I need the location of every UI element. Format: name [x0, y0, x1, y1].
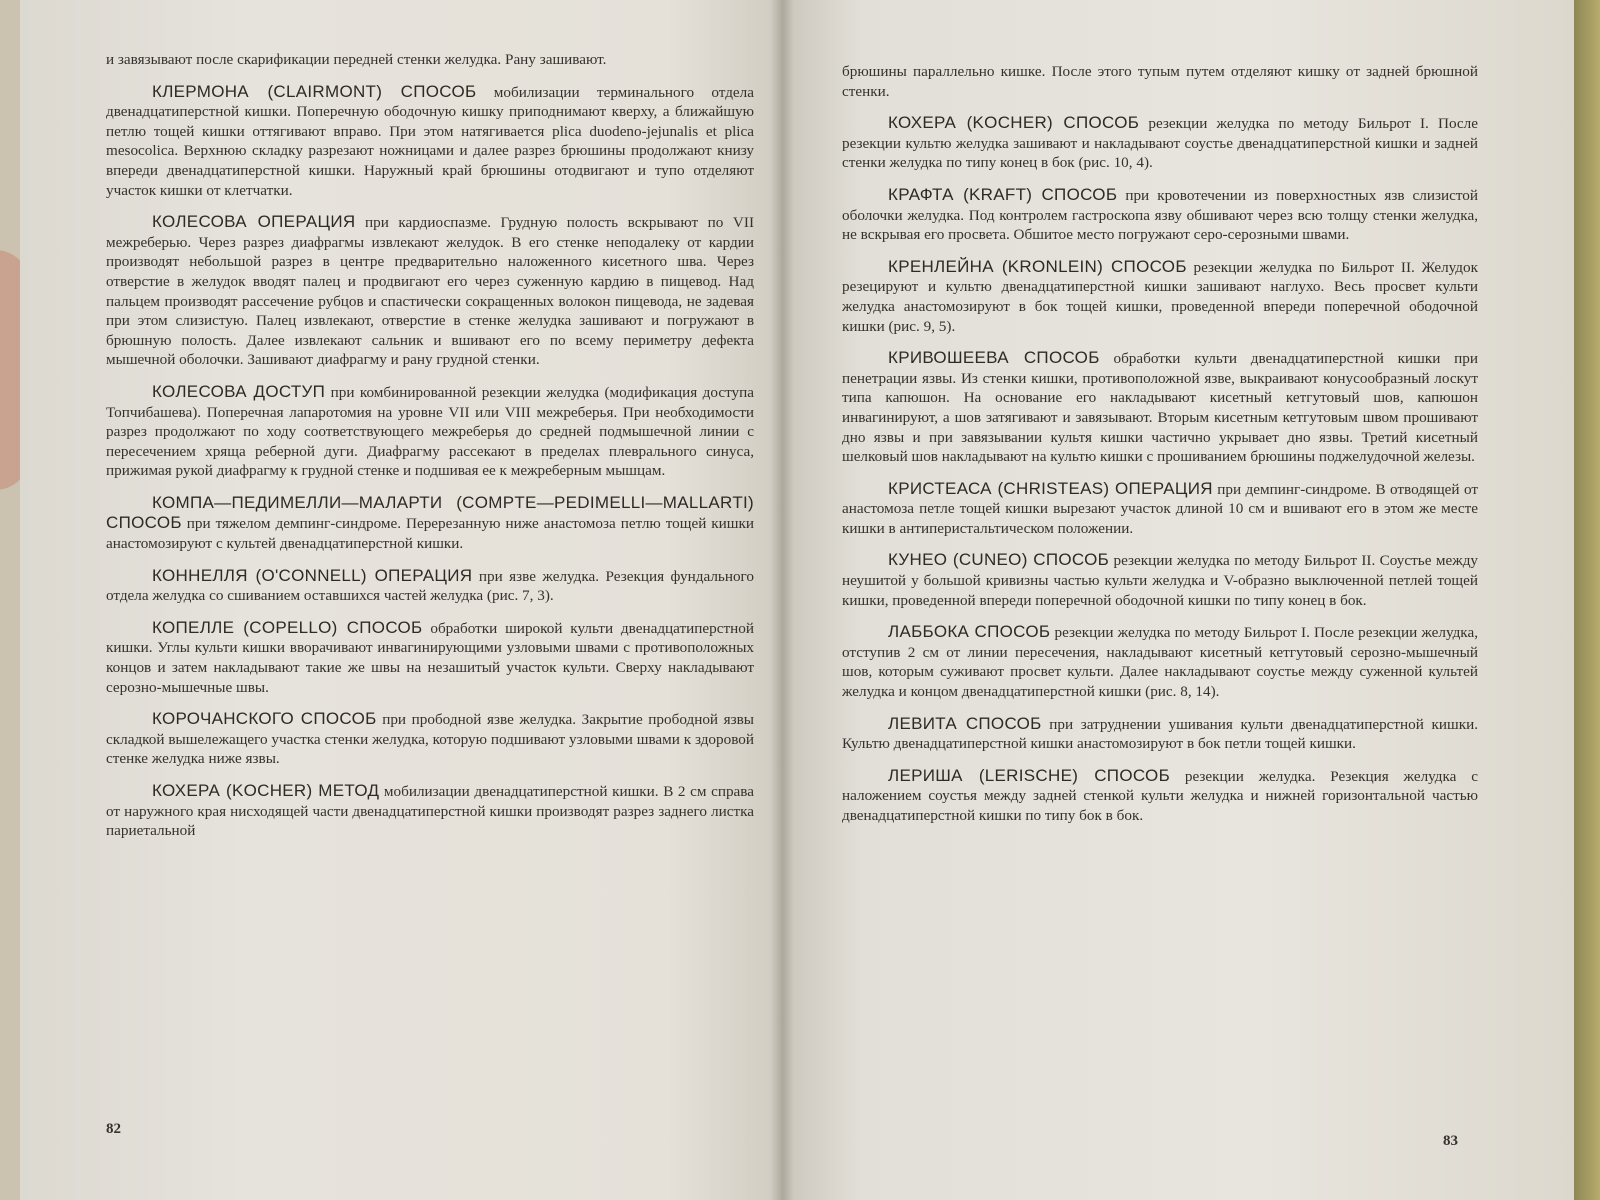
right-entries: [842, 113, 1478, 825]
entry-paragraph: [106, 493, 754, 554]
entry-term: КОПЕЛЛЕ (COPELLO) СПОСОБ: [152, 617, 423, 637]
dictionary-entry: [106, 82, 754, 201]
entry-paragraph: [106, 781, 754, 841]
entry-text: резекции желудка по Бильрот II. Желудок резецируют и культю двенадцатиперстной кишки зашивают наглухо. Весь просвет культи желудка анастомозируют в бок тощей кишки, проведенной впереди поперечной ободочной кишки (рис. 9, 5).: [842, 258, 1478, 335]
page-edge: [1574, 0, 1600, 1200]
dictionary-entry: [106, 709, 754, 769]
entry-text: при затруднении ушивания культи двенадцатиперстной кишки. Культю двенадцатиперстной кишки анастомозируют в бок петли тощей кишки.: [842, 715, 1478, 753]
entry-term: КРИСТЕАСА (CHRISTEAS) ОПЕРАЦИЯ: [888, 478, 1213, 498]
entry-text: при прободной язве желудка. Закрытие прободной язвы складкой вышележащего участка стенки желудка, которую подшивают узловыми швами к здоровой стенке желудка ниже язвы.: [106, 711, 755, 768]
dictionary-entry: [842, 766, 1478, 826]
opening-text: и завязывают после скарификации передней стенки желудка. Рану зашивают.: [106, 51, 607, 68]
dictionary-entry: [106, 212, 754, 370]
entry-text: резекции желудка по методу Бильрот I. После резекции желудка, отступив 2 см от линии пересечения, накладывают кисетный кетгутовый серозно-мышечный шов, которым суживают просвет культи. Далее накладывают соустье между суженной культей желудка и концом двенадцатиперстной кишки (рис. 8, 14).: [842, 624, 1478, 701]
book-gutter: [770, 0, 794, 1200]
entry-term: КОЛЕСОВА ОПЕРАЦИЯ: [152, 212, 356, 232]
entry-term: КОХЕРА (KOCHER) СПОСОБ: [888, 113, 1140, 133]
entry-term: КЛЕРМОНА (CLAIRMONT) СПОСОБ: [152, 81, 477, 101]
entry-text: мобилизации терминального отдела двенадцатиперстной кишки. Поперечную ободочную кишку приподнимают кверху, а ближайшую петлю тощей кишки оттягивают вправо. При этом натягивается plica duodeno-jejunalis et plica mesocolica. Верхнюю складку разрезают ножницами и далее разрез брюшины продолжают книзу впереди двенадцатиперстной кишки. Наружный край брюшины отодвигают и тупо отделяют участок кишки от клетчатки.: [106, 83, 754, 199]
entry-paragraph: [842, 479, 1478, 539]
entry-term: КУНЕО (CUNEO) СПОСОБ: [888, 550, 1110, 570]
dictionary-entry: [842, 185, 1478, 245]
entry-paragraph: [842, 622, 1478, 701]
entry-text: при кардиоспазме. Грудную полость вскрывают по VII межреберью. Через разрез диафрагмы извлекают желудок. В его стенке неподалеку от кардии производят небольшой разрез в центре предварительно наложенного кисетного шва. Через отверстие в желудок вводят палец и продвигают его через суженную кардию в пищевод. Над пальцем производят рассечение рубцов и спастически сокращенных волокон пищевода, не задевая при этом слизистую. Палец извлекают, отверстие в стенке желудка зашивают и погружают в брюшную полость. Далее извлекают сальник и вшивают его по всему периметру дефекта мышечной оболочки. Зашивают диафрагму и рану грудной стенки.: [106, 214, 755, 369]
entry-text: при комбинированной резекции желудка (модификация доступа Топчибашева). Поперечная лапаротомия на уровне VII или VIII межреберья. При необходимости разрез продолжают по ходу соответствующего межреберья до средней подмышечной линии с пересечением хряща реберной дуги. Диафрагму рассекают в пределах плеврального синуса, прижимая рукой диафрагму к грудной стенке и подшивая ее к межреберным мышцам.: [106, 383, 754, 480]
entry-paragraph: [842, 257, 1478, 336]
entry-term: КОРОЧАНСКОГО СПОСОБ: [152, 709, 377, 729]
left-opening: [106, 50, 754, 70]
left-page: [20, 0, 782, 1200]
dictionary-entry: [106, 382, 754, 481]
entry-paragraph: [106, 82, 754, 201]
entry-text: мобилизации двенадцатиперстной кишки. В 2 см справа от наружного края нисходящей части двенадцатиперстной кишки производят разрез заднего листка париетальной: [106, 783, 754, 840]
entry-term: КОХЕРА (KOCHER) МЕТОД: [152, 781, 380, 800]
dictionary-entry: [842, 257, 1478, 336]
dictionary-entry: [842, 348, 1478, 467]
entry-term: КОННЕЛЛЯ (O'CONNELL) ОПЕРАЦИЯ: [152, 565, 473, 585]
dictionary-entry: [106, 566, 754, 606]
page-number: 83: [1443, 1133, 1458, 1149]
entry-term: ЛЕРИША (LERISCHE) СПОСОБ: [888, 765, 1171, 785]
opening-text: брюшины параллельно кишке. После этого тупым путем отделяют кишку от задней брюшной стенки.: [842, 63, 1478, 100]
dictionary-entry: [842, 550, 1478, 610]
right-opening: [842, 62, 1478, 101]
entry-paragraph: [842, 348, 1478, 467]
dictionary-entry: [106, 781, 754, 841]
dictionary-entry: [842, 714, 1478, 754]
entry-term: ЛЕВИТА СПОСОБ: [888, 713, 1042, 733]
entry-paragraph: [106, 566, 754, 606]
entry-term: КОЛЕСОВА ДОСТУП: [152, 381, 326, 401]
entry-paragraph: [106, 382, 754, 481]
entry-paragraph: [842, 113, 1478, 173]
entry-paragraph: [842, 714, 1478, 754]
entry-text: обработки культи двенадцатиперстной кишки при пенетрации язвы. Из стенки кишки, противоположной язве, выкраивают конусообразный лоскут типа капюшон. На основание его накладывают кисетный кетгутовый шов, капюшон инвагинируют, а шов затягивают и завязывают. Вторым кисетным кетгутовым швом прошивают дно язвы и при завязывании культя кишки частично укрывает дно язвы. Третий кисетный шелковый шов накладывают на культю кишки с прошиванием брюшины поджелудочной железы.: [842, 350, 1479, 466]
dictionary-entry: [842, 622, 1478, 701]
dictionary-entry: [842, 479, 1478, 539]
entry-paragraph: [106, 212, 754, 370]
entry-text: обработки широкой культи двенадцатиперстной кишки. Углы культи кишки вворачивают инвагинирующими узловыми швами с противоположных концов и затем накладывают такие же швы на незашитый участок культи. Сверху накладывают серозно-мышечные швы.: [106, 619, 754, 696]
right-page: [782, 0, 1578, 1200]
entry-text: резекции желудка по методу Бильрот I. После резекции культю желудка зашивают и накладывают соустье двенадцатиперстной кишки и задней стенки желудка по типу конец в бок (рис. 10, 4).: [842, 115, 1478, 172]
entry-text: при тяжелом демпинг-синдроме. Перерезанную ниже анастомоза петлю тощей кишки анастомозируют с культей двенадцатиперстной кишки.: [106, 515, 755, 553]
dictionary-entry: [106, 493, 754, 554]
entry-text: резекции желудка. Резекция желудка с наложением соустья между задней стенкой культи желудка и нижней горизонтальной частью двенадцатиперстной кишки по типу бок в бок.: [842, 767, 1478, 824]
entry-paragraph: [106, 709, 754, 769]
dictionary-entry: [106, 618, 754, 697]
entry-term: КРЕНЛЕЙНА (KRONLEIN) СПОСОБ: [888, 256, 1187, 276]
entry-term: ЛАББОКА СПОСОБ: [888, 622, 1051, 642]
entry-paragraph: [842, 550, 1478, 610]
entry-term: КРАФТА (KRAFT) СПОСОБ: [888, 184, 1118, 204]
dictionary-entry: [842, 113, 1478, 173]
entry-term: КРИВОШЕЕВА СПОСОБ: [888, 348, 1100, 368]
entry-paragraph: [106, 618, 754, 697]
entry-term: КОМПА—ПЕДИМЕЛЛИ—МАЛАРТИ (COMPTE—PEDIMELLI—MALLARTI) СПОСОБ: [106, 492, 754, 533]
page-number: 82: [106, 1121, 121, 1137]
entry-text: при кровотечении из поверхностных язв слизистой оболочки желудка. Под контролем гастроскопа язву обшивают через всю толщу стенки желудка, не вскрывая его просвета. Обшитое место погружают серо-серозными швами.: [842, 186, 1478, 244]
entry-paragraph: [842, 185, 1478, 245]
entry-text: при демпинг-синдроме. В отводящей от анастомоза петле тощей кишки вырезают участок длиной 10 см и вшивают его в этом же месте кишки в антиперистальтическом положении.: [842, 480, 1479, 537]
left-entries: [106, 82, 754, 841]
entry-text: при язве желудка. Резекция фундального отдела желудка со сшиванием оставшихся частей желудка (рис. 7, 3).: [106, 567, 754, 605]
entry-paragraph: [842, 766, 1478, 826]
entry-text: резекции желудка по методу Бильрот II. Соустье между неушитой у большой кривизны частью культи желудка и V-образно выключенной петлей тощей кишки, проведенной впереди поперечной ободочной кишки по типу конец в бок.: [842, 552, 1479, 609]
